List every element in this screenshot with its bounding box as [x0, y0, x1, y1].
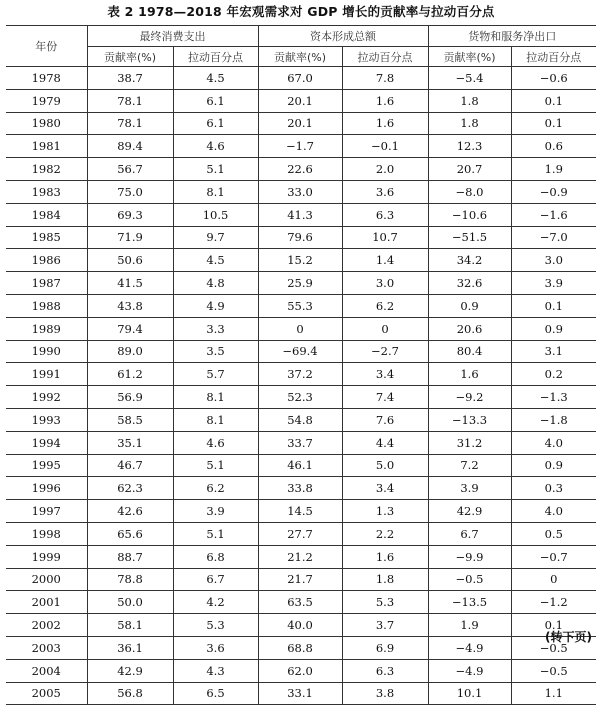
capital-rate-cell: 79.6 [258, 226, 342, 249]
capital-points-cell: 6.3 [342, 203, 428, 226]
table-row [6, 659, 596, 682]
capital-rate-cell: 14.5 [258, 500, 342, 523]
capital-rate-cell: 54.8 [258, 408, 342, 431]
consumption-rate-cell: 88.7 [87, 545, 173, 568]
consumption-points-cell: 6.1 [173, 89, 258, 112]
year-cell: 1992 [6, 386, 87, 409]
consumption-points-cell: 3.3 [173, 317, 258, 340]
net-export-points-cell: 0.9 [511, 454, 596, 477]
consumption-points-cell: 5.1 [173, 158, 258, 181]
net-export-rate-cell: −4.9 [428, 659, 511, 682]
capital-points-cell: 3.4 [342, 477, 428, 500]
net-export-rate-cell: 1.9 [428, 614, 511, 637]
consumption-rate-cell: 36.1 [87, 636, 173, 659]
year-cell: 2002 [6, 614, 87, 637]
table-row [6, 340, 596, 363]
net-export-points-cell: 3.1 [511, 340, 596, 363]
net-export-rate-cell: −8.0 [428, 180, 511, 203]
consumption-rate-cell: 56.7 [87, 158, 173, 181]
capital-points-cell: 5.0 [342, 454, 428, 477]
year-cell: 1989 [6, 317, 87, 340]
consumption-rate-cell: 35.1 [87, 431, 173, 454]
net-export-points-cell: 0.5 [511, 522, 596, 545]
table-row [6, 272, 596, 295]
table-row [6, 477, 596, 500]
capital-points-cell: 0 [342, 317, 428, 340]
table-row [6, 545, 596, 568]
capital-rate-cell: 27.7 [258, 522, 342, 545]
table-header [6, 26, 596, 67]
year-cell: 1979 [6, 89, 87, 112]
year-cell: 2001 [6, 591, 87, 614]
year-cell: 2000 [6, 568, 87, 591]
table-row [6, 431, 596, 454]
consumption-rate-cell: 58.1 [87, 614, 173, 637]
capital-rate-cell: 33.0 [258, 180, 342, 203]
capital-rate-cell: 33.7 [258, 431, 342, 454]
table-row [6, 591, 596, 614]
capital-points-cell: 3.6 [342, 180, 428, 203]
capital-rate-cell: 68.8 [258, 636, 342, 659]
capital-rate-cell: 67.0 [258, 67, 342, 90]
capital-points-cell: 1.6 [342, 545, 428, 568]
table-row [6, 249, 596, 272]
table-row [6, 568, 596, 591]
consumption-rate-cell: 78.8 [87, 568, 173, 591]
consumption-rate-cell: 41.5 [87, 272, 173, 295]
consumption-points-cell: 8.1 [173, 386, 258, 409]
capital-points-cell: 5.3 [342, 591, 428, 614]
capital-points-cell: −2.7 [342, 340, 428, 363]
consumption-rate-cell: 78.1 [87, 112, 173, 135]
consumption-points-cell: 5.3 [173, 614, 258, 637]
consumption-rate-cell: 38.7 [87, 67, 173, 90]
net-export-rate-cell: −4.9 [428, 636, 511, 659]
year-cell: 1990 [6, 340, 87, 363]
table-row [6, 294, 596, 317]
consumption-rate-cell: 69.3 [87, 203, 173, 226]
capital-points-cell: 1.6 [342, 112, 428, 135]
capital-rate-cell: 41.3 [258, 203, 342, 226]
consumption-rate-cell: 56.8 [87, 682, 173, 705]
net-export-points-cell: 0.1 [511, 89, 596, 112]
capital-rate-cell: 20.1 [258, 89, 342, 112]
table-row [6, 363, 596, 386]
year-cell: 1993 [6, 408, 87, 431]
table-row [6, 89, 596, 112]
capital-rate-cell: 33.8 [258, 477, 342, 500]
net-export-rate-cell: 6.7 [428, 522, 511, 545]
capital-points-cell: 3.8 [342, 682, 428, 705]
year-cell: 1994 [6, 431, 87, 454]
net-export-points-cell: 1.1 [511, 682, 596, 705]
net-export-points-cell: −1.6 [511, 203, 596, 226]
capital-points-cell: 3.4 [342, 363, 428, 386]
capital-rate-cell: 15.2 [258, 249, 342, 272]
consumption-points-cell: 4.5 [173, 249, 258, 272]
capital-rate-cell: 21.2 [258, 545, 342, 568]
capital-rate-cell: 62.0 [258, 659, 342, 682]
consumption-points-cell: 6.2 [173, 477, 258, 500]
capital-points-cell: 2.0 [342, 158, 428, 181]
net-export-points-cell: 4.0 [511, 431, 596, 454]
consumption-points-cell: 6.7 [173, 568, 258, 591]
capital-points-cell: 6.2 [342, 294, 428, 317]
net-export-points-cell: 1.9 [511, 158, 596, 181]
net-export-points-cell: 0.1 [511, 294, 596, 317]
capital-rate-cell: 52.3 [258, 386, 342, 409]
year-cell: 1987 [6, 272, 87, 295]
capital-points-cell: 6.3 [342, 659, 428, 682]
capital-rate-cell: 37.2 [258, 363, 342, 386]
year-cell: 1985 [6, 226, 87, 249]
table-row [6, 500, 596, 523]
net-export-rate-cell: 1.8 [428, 112, 511, 135]
capital-rate-cell: 21.7 [258, 568, 342, 591]
year-cell: 1998 [6, 522, 87, 545]
net-export-rate-cell: 10.1 [428, 682, 511, 705]
net-export-rate-cell: −9.2 [428, 386, 511, 409]
table-title: 表 2 1978—2018 年宏观需求对 GDP 增长的贡献率与拉动百分点 [107, 4, 495, 19]
group-header-net-exports: 货物和服务净出口 [428, 26, 596, 47]
net-export-rate-cell: 20.7 [428, 158, 511, 181]
consumption-rate-cell: 75.0 [87, 180, 173, 203]
capital-points-cell: 6.9 [342, 636, 428, 659]
net-export-rate-cell: 0.9 [428, 294, 511, 317]
consumption-points-cell: 4.8 [173, 272, 258, 295]
year-cell: 1996 [6, 477, 87, 500]
subheader-pull-points: 拉动百分点 [511, 47, 596, 67]
table-row [6, 682, 596, 705]
consumption-rate-cell: 61.2 [87, 363, 173, 386]
consumption-rate-cell: 50.6 [87, 249, 173, 272]
year-cell: 1984 [6, 203, 87, 226]
net-export-rate-cell: 20.6 [428, 317, 511, 340]
capital-points-cell: 1.8 [342, 568, 428, 591]
consumption-points-cell: 9.7 [173, 226, 258, 249]
net-export-rate-cell: 3.9 [428, 477, 511, 500]
year-cell: 2005 [6, 682, 87, 705]
consumption-rate-cell: 89.0 [87, 340, 173, 363]
capital-rate-cell: 33.1 [258, 682, 342, 705]
net-export-points-cell: 0.1 [511, 614, 596, 637]
consumption-rate-cell: 62.3 [87, 477, 173, 500]
table-row [6, 226, 596, 249]
net-export-rate-cell: 1.6 [428, 363, 511, 386]
capital-points-cell: 3.7 [342, 614, 428, 637]
consumption-points-cell: 5.1 [173, 522, 258, 545]
capital-rate-cell: 20.1 [258, 112, 342, 135]
net-export-rate-cell: 31.2 [428, 431, 511, 454]
table-row [6, 112, 596, 135]
year-cell: 1982 [6, 158, 87, 181]
table-row [6, 454, 596, 477]
capital-points-cell: 3.0 [342, 272, 428, 295]
table-body [6, 67, 596, 705]
table-row [6, 135, 596, 158]
consumption-points-cell: 4.6 [173, 135, 258, 158]
net-export-rate-cell: 7.2 [428, 454, 511, 477]
capital-points-cell: 7.6 [342, 408, 428, 431]
consumption-points-cell: 4.3 [173, 659, 258, 682]
consumption-points-cell: 4.5 [173, 67, 258, 90]
table-row [6, 636, 596, 659]
consumption-rate-cell: 71.9 [87, 226, 173, 249]
net-export-points-cell: −0.5 [511, 636, 596, 659]
capital-points-cell: 1.4 [342, 249, 428, 272]
capital-points-cell: 7.8 [342, 67, 428, 90]
year-cell: 1981 [6, 135, 87, 158]
subheader-contribution-rate: 贡献率(%) [258, 47, 342, 67]
net-export-points-cell: −0.6 [511, 67, 596, 90]
table-row [6, 386, 596, 409]
capital-rate-cell: 22.6 [258, 158, 342, 181]
consumption-rate-cell: 42.6 [87, 500, 173, 523]
consumption-rate-cell: 78.1 [87, 89, 173, 112]
table-row [6, 522, 596, 545]
net-export-points-cell: 4.0 [511, 500, 596, 523]
consumption-points-cell: 8.1 [173, 408, 258, 431]
group-header-consumption: 最终消费支出 [87, 26, 258, 47]
year-header: 年份 [6, 26, 87, 67]
capital-points-cell: −0.1 [342, 135, 428, 158]
year-cell: 2003 [6, 636, 87, 659]
consumption-rate-cell: 50.0 [87, 591, 173, 614]
net-export-rate-cell: −5.4 [428, 67, 511, 90]
capital-points-cell: 2.2 [342, 522, 428, 545]
consumption-points-cell: 10.5 [173, 203, 258, 226]
net-export-points-cell: 0.3 [511, 477, 596, 500]
net-export-points-cell: −1.8 [511, 408, 596, 431]
consumption-rate-cell: 89.4 [87, 135, 173, 158]
consumption-points-cell: 4.2 [173, 591, 258, 614]
consumption-points-cell: 3.5 [173, 340, 258, 363]
consumption-points-cell: 5.7 [173, 363, 258, 386]
year-cell: 1999 [6, 545, 87, 568]
consumption-points-cell: 6.8 [173, 545, 258, 568]
table-row [6, 317, 596, 340]
net-export-rate-cell: −9.9 [428, 545, 511, 568]
subheader-pull-points: 拉动百分点 [173, 47, 258, 67]
net-export-rate-cell: −51.5 [428, 226, 511, 249]
consumption-points-cell: 3.9 [173, 500, 258, 523]
capital-points-cell: 7.4 [342, 386, 428, 409]
consumption-rate-cell: 46.7 [87, 454, 173, 477]
consumption-points-cell: 6.5 [173, 682, 258, 705]
consumption-points-cell: 5.1 [173, 454, 258, 477]
capital-points-cell: 10.7 [342, 226, 428, 249]
year-cell: 1991 [6, 363, 87, 386]
capital-rate-cell: 25.9 [258, 272, 342, 295]
net-export-points-cell: 0.6 [511, 135, 596, 158]
gdp-contribution-table [6, 25, 596, 705]
consumption-points-cell: 4.6 [173, 431, 258, 454]
table-row [6, 408, 596, 431]
net-export-points-cell: 0.9 [511, 317, 596, 340]
net-export-rate-cell: 42.9 [428, 500, 511, 523]
net-export-points-cell: −0.9 [511, 180, 596, 203]
consumption-rate-cell: 65.6 [87, 522, 173, 545]
net-export-rate-cell: −13.3 [428, 408, 511, 431]
subheader-pull-points: 拉动百分点 [342, 47, 428, 67]
table-row [6, 180, 596, 203]
net-export-rate-cell: 80.4 [428, 340, 511, 363]
table-row [6, 614, 596, 637]
year-cell: 1988 [6, 294, 87, 317]
net-export-points-cell: −1.3 [511, 386, 596, 409]
capital-points-cell: 1.6 [342, 89, 428, 112]
continued-note: (转下页) [545, 630, 592, 644]
capital-rate-cell: 46.1 [258, 454, 342, 477]
consumption-points-cell: 6.1 [173, 112, 258, 135]
net-export-points-cell: 0 [511, 568, 596, 591]
consumption-rate-cell: 79.4 [87, 317, 173, 340]
capital-rate-cell: 63.5 [258, 591, 342, 614]
net-export-rate-cell: 32.6 [428, 272, 511, 295]
net-export-rate-cell: −0.5 [428, 568, 511, 591]
capital-rate-cell: 0 [258, 317, 342, 340]
capital-points-cell: 4.4 [342, 431, 428, 454]
capital-rate-cell: −1.7 [258, 135, 342, 158]
net-export-points-cell: −1.2 [511, 591, 596, 614]
net-export-rate-cell: 1.8 [428, 89, 511, 112]
net-export-points-cell: 3.9 [511, 272, 596, 295]
net-export-rate-cell: 34.2 [428, 249, 511, 272]
capital-rate-cell: −69.4 [258, 340, 342, 363]
consumption-rate-cell: 43.8 [87, 294, 173, 317]
year-cell: 1978 [6, 67, 87, 90]
consumption-rate-cell: 58.5 [87, 408, 173, 431]
consumption-points-cell: 4.9 [173, 294, 258, 317]
group-header-capital-formation: 资本形成总额 [258, 26, 428, 47]
subheader-contribution-rate: 贡献率(%) [428, 47, 511, 67]
year-cell: 1980 [6, 112, 87, 135]
net-export-points-cell: 0.2 [511, 363, 596, 386]
net-export-points-cell: −7.0 [511, 226, 596, 249]
table-row [6, 67, 596, 90]
net-export-points-cell: −0.7 [511, 545, 596, 568]
year-cell: 2004 [6, 659, 87, 682]
net-export-points-cell: −0.5 [511, 659, 596, 682]
table-row [6, 203, 596, 226]
net-export-points-cell: 3.0 [511, 249, 596, 272]
net-export-points-cell: 0.1 [511, 112, 596, 135]
consumption-rate-cell: 42.9 [87, 659, 173, 682]
table-row [6, 158, 596, 181]
capital-rate-cell: 55.3 [258, 294, 342, 317]
net-export-rate-cell: 12.3 [428, 135, 511, 158]
capital-rate-cell: 40.0 [258, 614, 342, 637]
year-cell: 1995 [6, 454, 87, 477]
subheader-contribution-rate: 贡献率(%) [87, 47, 173, 67]
net-export-rate-cell: −10.6 [428, 203, 511, 226]
consumption-rate-cell: 56.9 [87, 386, 173, 409]
year-cell: 1997 [6, 500, 87, 523]
year-cell: 1986 [6, 249, 87, 272]
year-cell: 1983 [6, 180, 87, 203]
consumption-points-cell: 8.1 [173, 180, 258, 203]
capital-points-cell: 1.3 [342, 500, 428, 523]
net-export-rate-cell: −13.5 [428, 591, 511, 614]
consumption-points-cell: 3.6 [173, 636, 258, 659]
